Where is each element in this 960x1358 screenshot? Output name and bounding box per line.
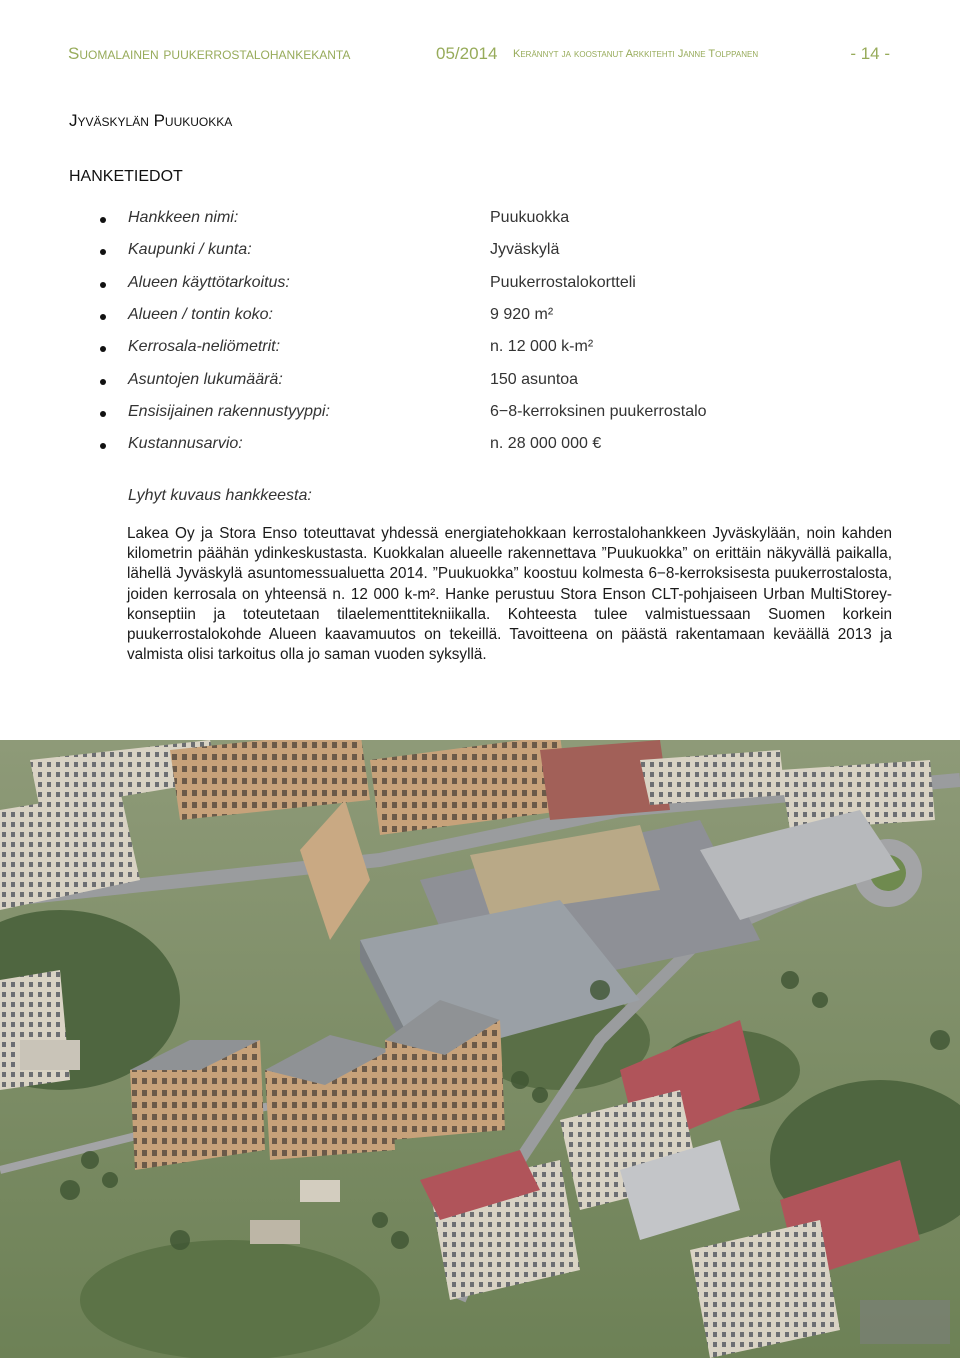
header-credit: Kerännyt ja koostanut Arkkitehti Janne Tolppanen	[513, 48, 759, 60]
header-title: Suomalainen puukerrostalohankekanta	[68, 44, 351, 63]
fact-value: 6−8-kerroksinen puukerrostalo	[490, 403, 707, 420]
fact-value: Puukerrostalokortteli	[490, 274, 636, 291]
page-header	[68, 44, 890, 70]
fact-label: Alueen käyttötarkoitus:	[128, 274, 290, 291]
fact-label: Asuntojen lukumäärä:	[128, 371, 283, 388]
header-date: 05/2014	[436, 44, 498, 63]
fact-value: Jyväskylä	[490, 241, 560, 258]
fact-label: Alueen / tontin koko:	[128, 306, 273, 323]
list-item	[0, 403, 960, 427]
fact-label: Ensisijainen rakennustyyppi:	[128, 403, 330, 420]
list-item	[0, 209, 960, 233]
fact-label: Hankkeen nimi:	[128, 209, 239, 226]
section-heading: HANKETIEDOT	[69, 168, 183, 185]
fact-label: Kustannusarvio:	[128, 435, 243, 452]
bullet-icon	[100, 443, 106, 449]
bullet-icon	[100, 217, 106, 223]
fact-value: Puukuokka	[490, 209, 570, 226]
list-item	[0, 241, 960, 265]
bullet-icon	[100, 249, 106, 255]
bullet-icon	[100, 282, 106, 288]
page-number: - 14 -	[850, 44, 890, 63]
bullet-icon	[100, 411, 106, 417]
bullet-icon	[100, 346, 106, 352]
list-item	[0, 306, 960, 330]
page-title: Jyväskylän Puukuokka	[69, 111, 233, 130]
aerial-photo	[0, 740, 960, 1358]
description-heading: Lyhyt kuvaus hankkeesta:	[128, 487, 312, 504]
fact-value: n. 12 000 k-m²	[490, 338, 594, 355]
fact-label: Kerrosala-neliömetrit:	[128, 338, 281, 355]
bullet-icon	[100, 314, 106, 320]
list-item	[0, 435, 960, 459]
list-item	[0, 274, 960, 298]
fact-label: Kaupunki / kunta:	[128, 241, 252, 258]
fact-value: 150 asuntoa	[490, 371, 579, 388]
fact-value: 9 920 m²	[490, 306, 554, 323]
fact-value: n. 28 000 000 €	[490, 435, 602, 452]
list-item	[0, 338, 960, 362]
bullet-icon	[100, 379, 106, 385]
list-item	[0, 371, 960, 395]
project-description: Lakea Oy ja Stora Enso toteuttavat yhdessä energiatehokkaan kerrostalohankkeen Jyväskylään, noin kahden kilometrin päähän ydinkeskustasta. Kuokkalan alueelle rakennettava ”Puukuokka” on erittäin näkyvällä paikalla, lähellä Jyväskylä asuntomessualuetta 2014. ”Puukuokka” koostuu kolmesta 6−8-kerroksisesta puukerrostalosta, joiden kerrosala on yhteensä n. 12 000 k-m². Hanke perustuu Stora Enson CLT-pohjaiseen Urban MultiStorey-konseptiin ja toteutetaan tilaelementtitekniikalla. Kohteesta tulee valmistuessaan Suomen korkein puukerrostalokohde Alueen kaavamuutos on tekeillä. Tavoitteena on päästä rakentamaan keväällä 2013 ja valmista olisi tarkoitus olla jo saman vuoden syksyllä.	[127, 525, 892, 664]
